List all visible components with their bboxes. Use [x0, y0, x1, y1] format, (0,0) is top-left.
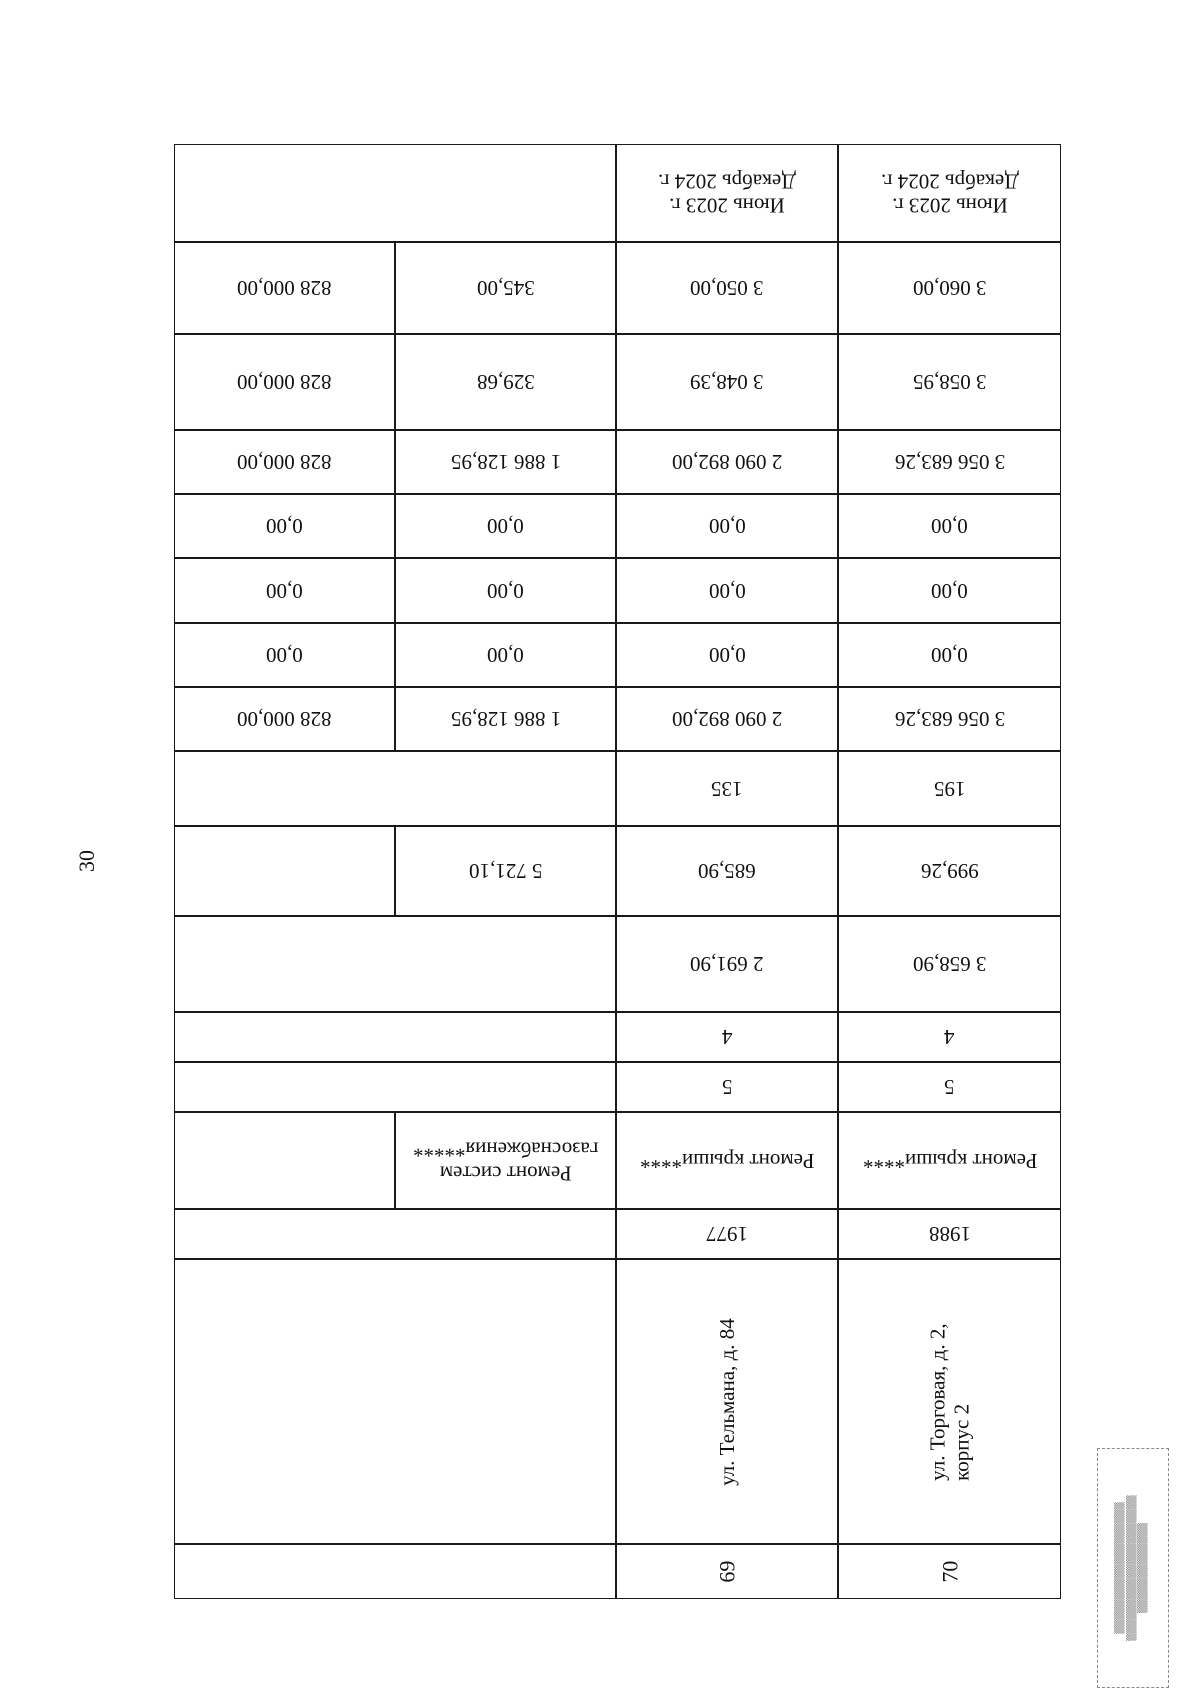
- count-value: 195: [933, 776, 966, 801]
- fund-amount: 3 056 683,26: [894, 450, 1005, 475]
- area-value: 2 691,90: [690, 952, 764, 977]
- cell-f2-69: [616, 558, 838, 623]
- cell-count-merged: [174, 751, 616, 826]
- cell-limit-cost-sub: [395, 242, 616, 334]
- page-number: 30: [74, 850, 99, 872]
- funding-value: 0,00: [487, 643, 525, 668]
- cell-count-70: [838, 751, 1061, 826]
- cell-year-merged: [174, 1209, 616, 1259]
- cell-fund-sub: [395, 430, 616, 494]
- total-cost: 828 000,00: [237, 707, 332, 732]
- cell-fund-70: [838, 430, 1061, 494]
- cell-address-merged: [174, 1259, 616, 1544]
- cell-period-merged: [174, 144, 616, 242]
- unit-cost: 3 058,95: [912, 370, 987, 395]
- cell-volume-sub: [395, 826, 616, 916]
- cell-f3-prev: [174, 494, 395, 558]
- cell-f3-sub: [395, 494, 616, 558]
- col5-value: 5: [721, 1075, 733, 1100]
- work-type: Ремонт крыши****: [862, 1148, 1037, 1173]
- cell-address-70: [838, 1259, 1061, 1544]
- funding-value: 0,00: [266, 514, 304, 539]
- cell-no-70: [838, 1544, 1061, 1599]
- volume-value: 999,26: [920, 859, 979, 884]
- limit-cost: 828 000,00: [237, 276, 332, 301]
- cell-col5-70: [838, 1062, 1061, 1112]
- cell-limit-cost-69: [616, 242, 838, 334]
- funding-value: 0,00: [487, 578, 525, 603]
- cell-volume-prev: [174, 826, 395, 916]
- build-year: 1977: [706, 1222, 749, 1247]
- funding-value: 0,00: [708, 514, 746, 539]
- cell-f2-prev: [174, 558, 395, 623]
- cell-col5-69: [616, 1062, 838, 1112]
- funding-value: 0,00: [708, 578, 746, 603]
- cell-limit-cost-70: [838, 242, 1061, 334]
- cell-f2-70: [838, 558, 1061, 623]
- funding-value: 0,00: [708, 643, 746, 668]
- limit-cost: 345,00: [476, 276, 535, 301]
- cell-work-69: [616, 1112, 838, 1209]
- cell-total-sub: [395, 687, 616, 751]
- stamp-lettering: ▒▒▒▒▒▒▒▒▒▒▒▒▒▒▒▒▒▒▒ ▒▒▒▒▒▒▒▒▒▒▒▒▒▒▒▒▒▒▒▒▒ ▒▒▒▒▒▒▒▒▒▒▒▒▒: [1115, 1495, 1149, 1641]
- cell-f1-70: [838, 623, 1061, 687]
- cell-col5-merged: [174, 1062, 616, 1112]
- cell-unit-cost-69: [616, 334, 838, 430]
- cell-fund-prev: [174, 430, 395, 494]
- cell-f1-prev: [174, 623, 395, 687]
- period-text: Июнь 2023 г. Декабрь 2024 г.: [658, 169, 797, 218]
- total-cost: 1 886 128,95: [450, 707, 561, 732]
- cell-f1-sub: [395, 623, 616, 687]
- unit-cost: 329,68: [476, 370, 535, 395]
- col4-value: 4: [721, 1025, 733, 1050]
- work-type: Ремонт систем газоснабжения*****: [413, 1136, 599, 1185]
- fund-amount: 2 090 892,00: [672, 450, 783, 475]
- work-type: Ремонт крыши****: [640, 1148, 815, 1173]
- area-value: 3 658,90: [912, 952, 987, 977]
- row-number: 70: [937, 1560, 963, 1583]
- cell-area-merged: [174, 916, 616, 1012]
- cell-fund-69: [616, 430, 838, 494]
- funding-value: 0,00: [487, 514, 525, 539]
- cell-volume-70: [838, 826, 1061, 916]
- unit-cost: 3 048,39: [690, 370, 764, 395]
- cell-volume-69: [616, 826, 838, 916]
- cell-year-69: [616, 1209, 838, 1259]
- period-text: Июнь 2023 г. Декабрь 2024 г.: [880, 169, 1019, 218]
- funding-value: 0,00: [931, 643, 969, 668]
- build-year: 1988: [928, 1222, 971, 1247]
- cell-unit-cost-70: [838, 334, 1061, 430]
- cell-f3-70: [838, 494, 1061, 558]
- cell-area-69: [616, 916, 838, 1012]
- cell-period-70: [838, 144, 1061, 242]
- cell-work-prev: [174, 1112, 395, 1209]
- cell-no-merged: [174, 1544, 616, 1599]
- cell-unit-cost-sub: [395, 334, 616, 430]
- cell-work-70: [838, 1112, 1061, 1209]
- cell-limit-cost-prev: [174, 242, 395, 334]
- limit-cost: 3 060,00: [912, 276, 987, 301]
- cell-area-70: [838, 916, 1061, 1012]
- cell-unit-cost-prev: [174, 334, 395, 430]
- cell-count-69: [616, 751, 838, 826]
- total-cost: 2 090 892,00: [672, 707, 783, 732]
- total-cost: 3 056 683,26: [894, 707, 1005, 732]
- cell-f2-sub: [395, 558, 616, 623]
- unit-cost: 828 000,00: [237, 370, 332, 395]
- cell-address-69: [616, 1259, 838, 1544]
- cell-col4-70: [838, 1012, 1061, 1062]
- limit-cost: 3 050,00: [690, 276, 764, 301]
- funding-value: 0,00: [266, 578, 304, 603]
- cell-year-70: [838, 1209, 1061, 1259]
- cell-no-69: [616, 1544, 838, 1599]
- col4-value: 4: [944, 1025, 955, 1050]
- col5-value: 5: [944, 1075, 955, 1100]
- work-schedule-table: [175, 145, 1062, 1600]
- cell-f3-69: [616, 494, 838, 558]
- funding-value: 0,00: [931, 514, 969, 539]
- cell-col4-69: [616, 1012, 838, 1062]
- cell-col4-merged: [174, 1012, 616, 1062]
- cell-work-sub: [395, 1112, 616, 1209]
- cell-total-69: [616, 687, 838, 751]
- fund-amount: 1 886 128,95: [450, 450, 561, 475]
- funding-value: 0,00: [266, 643, 304, 668]
- fund-amount: 828 000,00: [237, 450, 332, 475]
- cell-total-70: [838, 687, 1061, 751]
- address: ул. Торговая, д. 2, корпус 2: [925, 1322, 974, 1481]
- funding-value: 0,00: [931, 578, 969, 603]
- row-number: 69: [714, 1560, 740, 1583]
- document-stamp: [1097, 1448, 1169, 1688]
- cell-f1-69: [616, 623, 838, 687]
- count-value: 135: [711, 776, 743, 801]
- cell-period-69: [616, 144, 838, 242]
- volume-value: 685,90: [698, 859, 757, 884]
- cell-total-prev: [174, 687, 395, 751]
- volume-value: 5 721,10: [468, 859, 543, 884]
- address: ул. Тельмана, д. 84: [715, 1317, 740, 1486]
